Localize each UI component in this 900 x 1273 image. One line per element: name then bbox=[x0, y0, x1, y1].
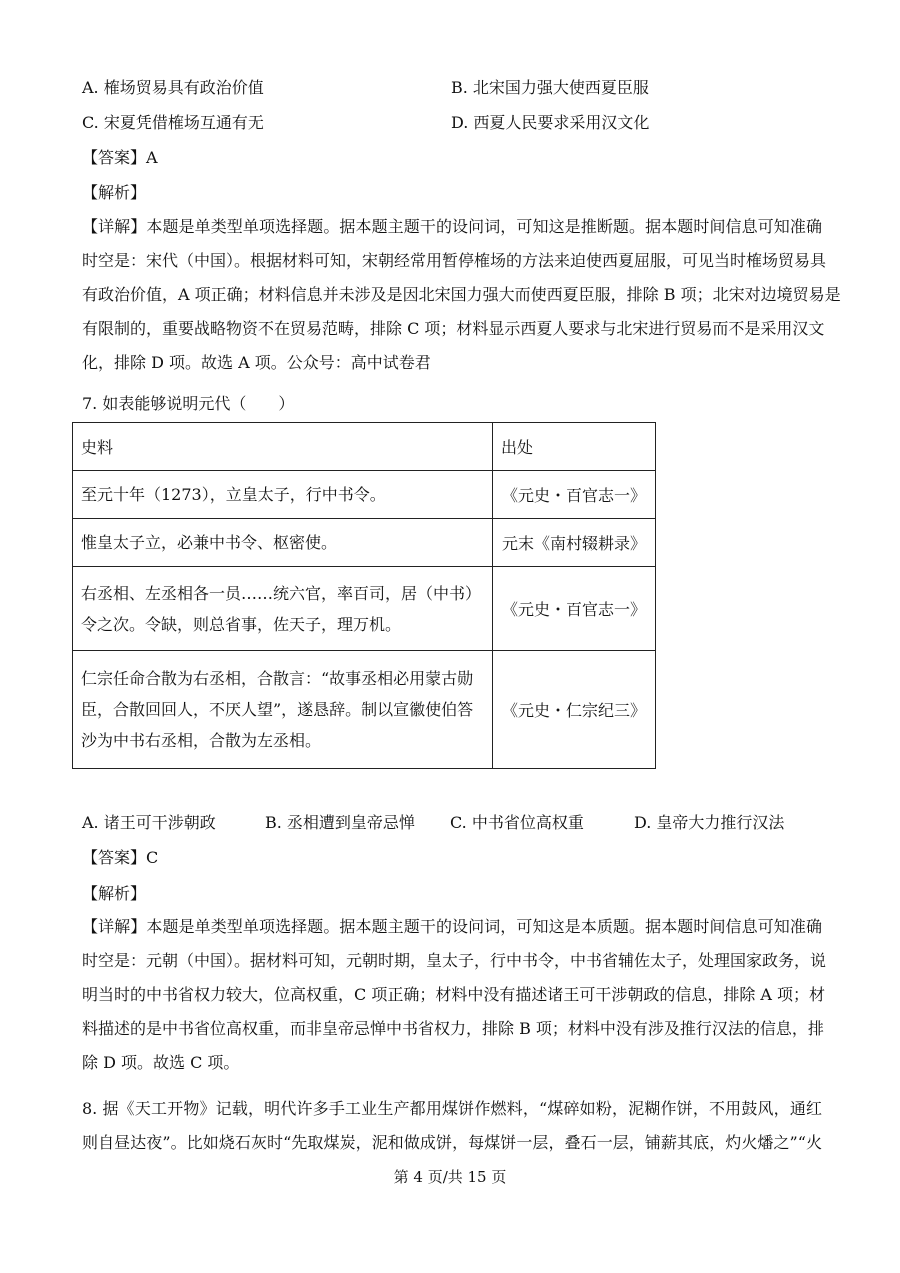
table-cell-material: 至元十年（1273），立皇太子，行中书令。 bbox=[73, 471, 493, 519]
page-footer: 第 4 页/共 15 页 bbox=[393, 1168, 507, 1186]
q7-detail bbox=[82, 910, 827, 1080]
q7-detail-line: 除 D 项。故选 C 项。 bbox=[82, 1053, 240, 1072]
table-header-material: 史料 bbox=[73, 423, 493, 471]
q6-detail-line: 化，排除 D 项。故选 A 项。公众号：高中试卷君 bbox=[82, 353, 431, 372]
table-cell-source: 《元史・仁宗纪三》 bbox=[493, 651, 656, 769]
table-header-source: 出处 bbox=[493, 423, 656, 471]
source-table bbox=[72, 422, 656, 769]
q6-answer: 【答案】A bbox=[82, 148, 158, 167]
table-cell-material: 惟皇太子立，必兼中书令、枢密使。 bbox=[73, 519, 493, 567]
q6-analysis-label: 【解析】 bbox=[82, 183, 147, 202]
q7-answer: 【答案】C bbox=[82, 848, 159, 867]
q6-detail-line: 时空是：宋代（中国）。根据材料可知，宋朝经常用暂停榷场的方法来迫使西夏屈服，可见当时榷场贸易具 bbox=[82, 251, 827, 270]
q7-detail-line: 【详解】本题是单类型单项选择题。据本题主题干的设问词，可知这是本质题。据本题时间信息可知准确 bbox=[82, 917, 822, 936]
q6-option-c: C. 宋夏凭借榷场互通有无 bbox=[82, 113, 264, 132]
table-cell-source: 《元史・百官志一》 bbox=[493, 567, 656, 651]
table-cell-material: 右丞相、左丞相各一员……统六官，率百司，居（中书） 令之次。令缺，则总省事，佐天子，理万机。 bbox=[73, 567, 493, 651]
q6-detail-line: 有限制的，重要战略物资不在贸易范畴，排除 C 项；材料显示西夏人要求与北宋进行贸易而不是采用汉文 bbox=[82, 319, 825, 338]
table-row bbox=[73, 519, 656, 567]
q8-line: 则自昼达夜”。比如烧石灰时“先取煤炭，泥和做成饼，每煤饼一层，叠石一层，铺薪其底，灼火燔之”“火 bbox=[82, 1133, 822, 1152]
table-row bbox=[73, 567, 656, 651]
q7-option-c: C. 中书省位高权重 bbox=[450, 813, 584, 832]
q8-line: 8. 据《天工开物》记载，明代许多手工业生产都用煤饼作燃料，“煤碎如粉，泥糊作饼，不用鼓风，通红 bbox=[82, 1099, 822, 1118]
table-row bbox=[73, 651, 656, 769]
table-cell-material: 仁宗任命合散为右丞相，合散言：“故事丞相必用蒙古勋 臣，合散回回人，不厌人望”，遂恳辞。制以宣徽使伯答 沙为中书右丞相，合散为左丞相。 bbox=[73, 651, 493, 769]
q7-analysis-label: 【解析】 bbox=[82, 884, 147, 903]
q7-option-d: D. 皇帝大力推行汉法 bbox=[634, 813, 785, 832]
table-cell-source: 元末《南村辍耕录》 bbox=[493, 519, 656, 567]
table-header-row bbox=[73, 423, 656, 471]
q6-detail-line: 有政治价值，A 项正确；材料信息并未涉及是因北宋国力强大而使西夏臣服，排除 B 项；北宋对边境贸易是 bbox=[82, 285, 841, 304]
q6-option-d: D. 西夏人民要求采用汉文化 bbox=[451, 113, 650, 132]
q6-option-b: B. 北宋国力强大使西夏臣服 bbox=[451, 78, 649, 97]
q6-detail bbox=[82, 210, 841, 380]
q6-option-a: A. 榷场贸易具有政治价值 bbox=[82, 78, 264, 97]
table-cell-source: 《元史・百官志一》 bbox=[493, 471, 656, 519]
table-row bbox=[73, 471, 656, 519]
q7-detail-line: 明当时的中书省权力较大，位高权重，C 项正确；材料中没有描述诸王可干涉朝政的信息，排除 A 项；材 bbox=[82, 985, 826, 1004]
q7-detail-line: 时空是：元朝（中国）。据材料可知，元朝时期，皇太子，行中书令，中书省辅佐太子，处理国家政务，说 bbox=[82, 951, 827, 970]
q7-option-b: B. 丞相遭到皇帝忌惮 bbox=[265, 813, 415, 832]
q7-detail-line: 料描述的是中书省位高权重，而非皇帝忌惮中书省权力，排除 B 项；材料中没有涉及推行汉法的信息，排 bbox=[82, 1019, 824, 1038]
q6-detail-line: 【详解】本题是单类型单项选择题。据本题主题干的设问词，可知这是推断题。据本题时间信息可知准确 bbox=[82, 217, 822, 236]
q7-option-a: A. 诸王可干涉朝政 bbox=[82, 813, 216, 832]
q8-stem bbox=[82, 1092, 822, 1160]
q7-stem: 7. 如表能够说明元代（ ） bbox=[82, 394, 295, 413]
